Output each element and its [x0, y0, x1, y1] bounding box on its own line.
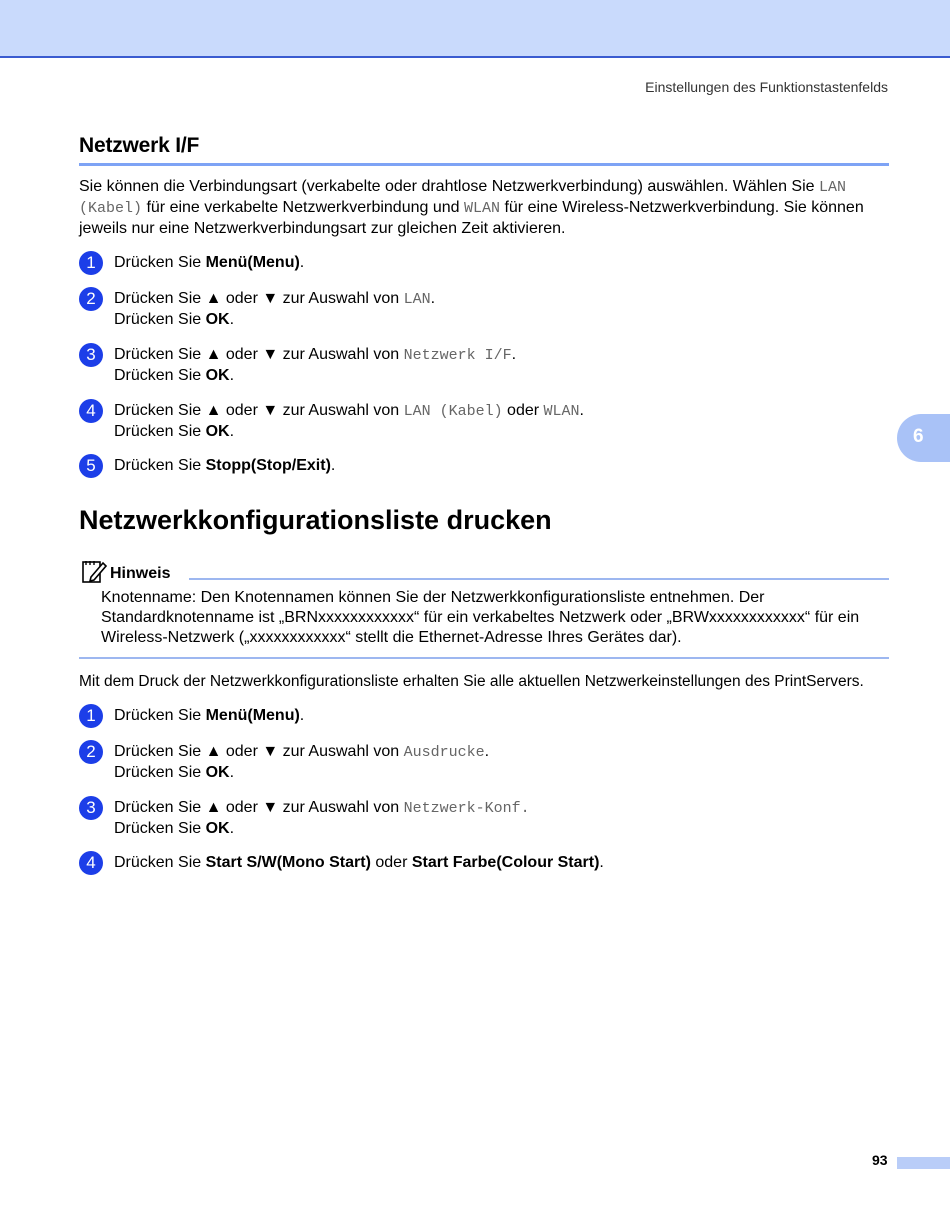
step-text: Drücken Sie ▲ oder ▼ zur Auswahl von LAN (Kabel) oder WLAN. Drücken Sie OK.: [114, 402, 584, 440]
step-number-icon: 5: [79, 454, 103, 478]
step-text: Drücken Sie Stopp(Stop/Exit).: [114, 457, 336, 474]
page-number: 93: [872, 1152, 888, 1168]
step-number-icon: 3: [79, 796, 103, 820]
note-label: Hinweis: [110, 565, 171, 582]
section-rule: [79, 163, 889, 166]
note-pencil-icon: [81, 559, 107, 585]
step-number-icon: 4: [79, 399, 103, 423]
intro-text-2: für eine verkabelte Netzwerkverbindung und: [142, 199, 464, 216]
step-number-icon: 2: [79, 287, 103, 311]
top-band: [0, 0, 950, 58]
chapter-number: 6: [913, 426, 924, 447]
step-text: Drücken Sie Start S/W(Mono Start) oder Start Farbe(Colour Start).: [114, 854, 604, 871]
section1-intro: [79, 177, 891, 239]
running-header: Einstellungen des Funktionstastenfelds: [645, 79, 888, 95]
step-number-icon: 1: [79, 251, 103, 275]
section-title-netzwerk-if: Netzwerk I/F: [79, 134, 200, 157]
section2-intro: Mit dem Druck der Netzwerkkonfigurationsliste erhalten Sie alle aktuellen Netzwerkeinstellungen des PrintServers.: [79, 673, 864, 690]
section-title-konfigurationsliste: Netzwerkkonfigurationsliste drucken: [79, 505, 552, 535]
intro-text-1: Sie können die Verbindungsart (verkabelte oder drahtlose Netzwerkverbindung) auswählen. Wählen Sie: [79, 178, 819, 195]
intro-text-3: für eine Wireless-Netzwerkverbindung. Sie können jeweils nur eine Netzwerkverbindungsart zur gleichen Zeit aktivieren.: [79, 199, 864, 237]
step-number-icon: 2: [79, 740, 103, 764]
step-number-icon: 4: [79, 851, 103, 875]
chapter-tab: [897, 414, 950, 462]
step-number-icon: 3: [79, 343, 103, 367]
step-text: Drücken Sie ▲ oder ▼ zur Auswahl von LAN. Drücken Sie OK.: [114, 290, 436, 328]
code-lan-kabel: LAN (Kabel): [79, 179, 847, 217]
step-text: Drücken Sie ▲ oder ▼ zur Auswahl von Ausdrucke. Drücken Sie OK.: [114, 743, 490, 781]
footer-bar: [897, 1157, 950, 1169]
step-number-icon: 1: [79, 704, 103, 728]
note-text: Knotenname: Den Knotennamen können Sie der Netzwerkkonfigurationsliste entnehmen. Der Standardknotenname ist „BRNxxxxxxxxxxxx“ für ein verkabeltes Netzwerk oder „BRWxxxxxxxxxxxx“ für ein Wireless-Netzwerk („xxxxxxxxxxxx“ stellt die Ethernet-Adresse Ihres Gerätes dar).: [101, 589, 860, 646]
step-text: Drücken Sie Menü(Menu).: [114, 254, 305, 271]
step-text: Drücken Sie ▲ oder ▼ zur Auswahl von Netzwerk I/F. Drücken Sie OK.: [114, 346, 517, 384]
note-rule-top: [189, 578, 889, 580]
step-text: Drücken Sie ▲ oder ▼ zur Auswahl von Netzwerk-Konf. Drücken Sie OK.: [114, 799, 530, 837]
code-wlan: WLAN: [463, 200, 500, 217]
note-rule-bottom: [79, 657, 889, 659]
step-text: Drücken Sie Menü(Menu).: [114, 707, 305, 724]
